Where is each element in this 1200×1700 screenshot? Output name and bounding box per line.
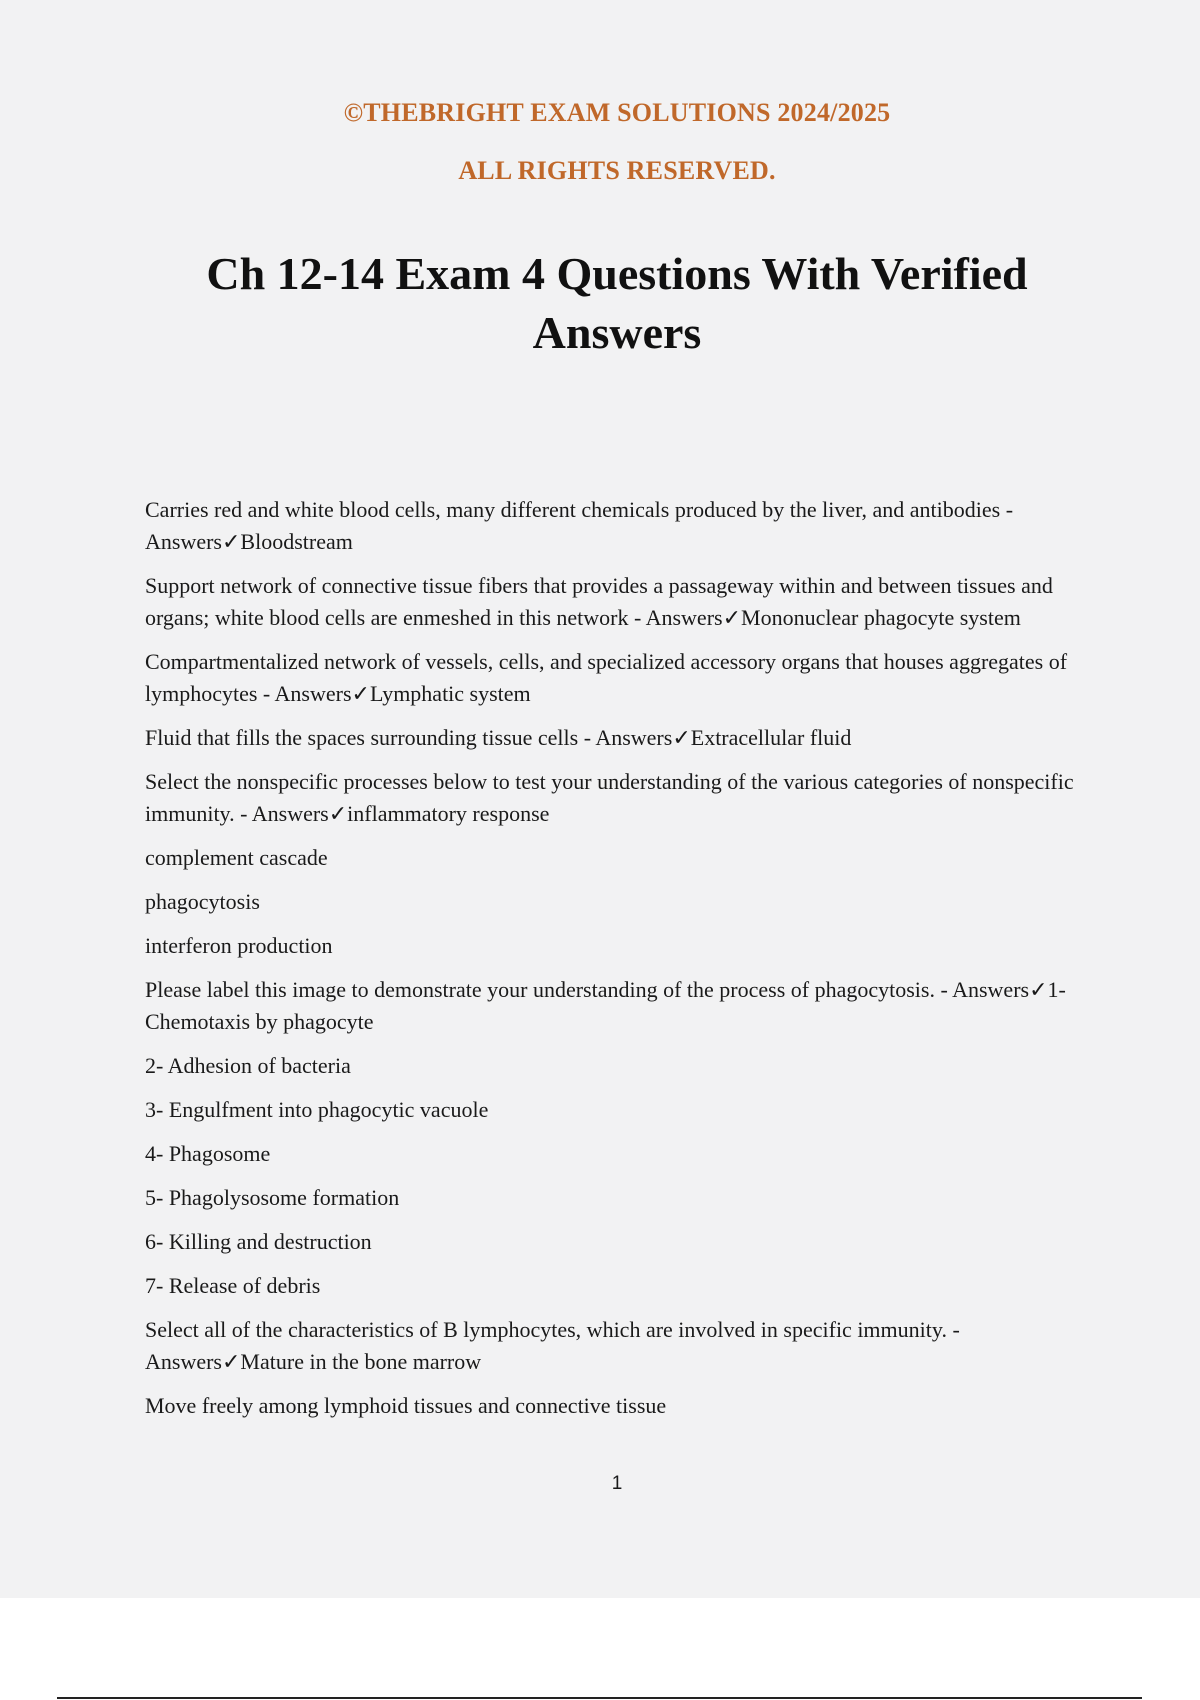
paragraph: 4- Phagosome — [145, 1141, 271, 1166]
copyright-notice: ©THEBRIGHT EXAM SOLUTIONS 2024/2025 — [343, 98, 891, 127]
paragraph: Select the nonspecific processes below to test your understanding of the various categories of nonspecific immunity. - Answers✓inflammatory response — [145, 769, 1074, 826]
page-divider — [57, 1697, 1142, 1699]
paragraph: Compartmentalized network of vessels, cells, and specialized accessory organs that houses aggregates of lymphocytes - Answers✓Lymphatic system — [145, 649, 1068, 706]
paragraph: Select all of the characteristics of B lymphocytes, which are involved in specific immunity. - Answers✓Mature in the bone marrow — [145, 1317, 960, 1374]
rights-reserved-notice: ALL RIGHTS RESERVED. — [458, 156, 776, 185]
page-number: 1 — [611, 1473, 623, 1494]
paragraph: interferon production — [145, 933, 333, 958]
paragraph: Carries red and white blood cells, many different chemicals produced by the liver, and antibodies - Answers✓Bloodstream — [145, 497, 1014, 554]
paragraph: 7- Release of debris — [145, 1273, 321, 1298]
paragraph: 3- Engulfment into phagocytic vacuole — [145, 1097, 489, 1122]
paragraph: Support network of connective tissue fibers that provides a passageway within and between tissues and organs; white blood cells are enmeshed in this network - Answers✓Mononuclear phagocyte system — [145, 573, 1053, 630]
paragraph: 6- Killing and destruction — [145, 1229, 372, 1254]
paragraph: phagocytosis — [145, 889, 260, 914]
paragraph: 5- Phagolysosome formation — [145, 1185, 400, 1210]
document-title: Ch 12-14 Exam 4 Questions With Verified Answers — [206, 248, 1028, 358]
paragraph: Please label this image to demonstrate your understanding of the process of phagocytosis. - Answers✓1- Chemotaxis by phagocyte — [145, 977, 1066, 1034]
paragraph: complement cascade — [145, 845, 328, 870]
question-answer-list — [145, 494, 1095, 1434]
paragraph: Fluid that fills the spaces surrounding tissue cells - Answers✓Extracellular fluid — [145, 725, 852, 750]
paragraph: 2- Adhesion of bacteria — [145, 1053, 351, 1078]
paragraph: Move freely among lymphoid tissues and connective tissue — [145, 1393, 667, 1418]
